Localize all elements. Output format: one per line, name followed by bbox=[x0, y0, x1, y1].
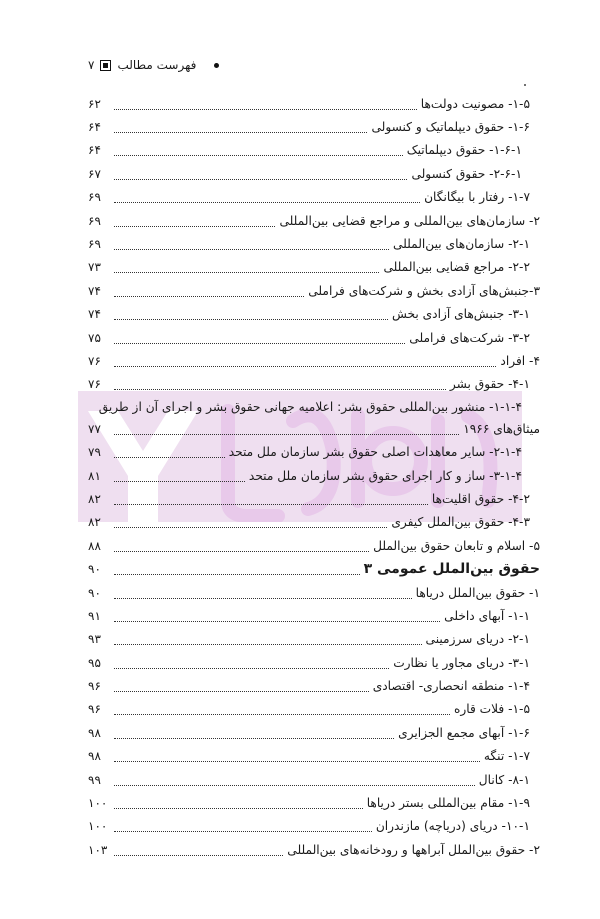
toc-entry[interactable] bbox=[88, 349, 540, 372]
toc-entry[interactable] bbox=[88, 674, 540, 697]
dot-leader bbox=[114, 503, 428, 505]
dot-leader bbox=[114, 201, 420, 203]
toc-title: حقوق بین‌الملل عمومی ۳ bbox=[363, 561, 540, 578]
toc-title: ۲-۱- سازمان‌های بین‌المللی bbox=[392, 237, 530, 252]
square-marker-icon bbox=[100, 60, 111, 71]
toc-entry[interactable] bbox=[88, 745, 540, 768]
toc-title: ۴-۲- حقوق اقلیت‌ها bbox=[431, 491, 530, 506]
toc-entry[interactable] bbox=[88, 92, 540, 115]
dot-leader bbox=[114, 643, 422, 645]
toc-page: ۸۸ bbox=[88, 538, 101, 553]
toc-entry[interactable] bbox=[88, 303, 540, 326]
toc-entry[interactable] bbox=[88, 326, 540, 349]
toc-title: ۱-۵- فلات قاره bbox=[453, 702, 530, 717]
dot-leader bbox=[114, 713, 450, 715]
toc-title: ۱-۷- تنگه bbox=[483, 749, 530, 764]
toc-title: ۳-۱- جنبش‌های آزادی بخش bbox=[391, 307, 530, 322]
toc-entry[interactable] bbox=[88, 487, 540, 510]
toc-page: ۱۰۰ bbox=[88, 819, 108, 834]
toc-page: ۹۸ bbox=[88, 749, 101, 764]
dot-leader bbox=[114, 737, 394, 739]
toc-title: ۲- حقوق بین‌الملل آبراهها و رودخانه‌های بین‌المللی bbox=[287, 842, 540, 857]
toc-title: ۱-۷- رفتار با بیگانگان bbox=[424, 190, 530, 205]
toc-page: ۷۴ bbox=[88, 283, 101, 298]
dot-leader bbox=[114, 807, 363, 809]
toc-title: ۵- اسلام و تابعان حقوق بین‌الملل bbox=[373, 538, 540, 553]
toc-page: ۹۰ bbox=[88, 585, 101, 600]
page-header bbox=[88, 55, 468, 75]
dot-leader bbox=[114, 318, 388, 320]
toc-title: ۱- حقوق بین‌الملل دریاها bbox=[415, 585, 540, 600]
toc-entry[interactable] bbox=[88, 768, 540, 791]
dot-leader bbox=[114, 760, 480, 762]
dot-leader bbox=[114, 854, 283, 856]
page-number: ۷ bbox=[88, 58, 95, 72]
toc-page: ۹۸ bbox=[88, 725, 101, 740]
toc-entry[interactable] bbox=[88, 373, 540, 396]
dot-leader bbox=[114, 131, 367, 133]
toc-page: ۷۹ bbox=[88, 445, 101, 460]
dot-leader bbox=[114, 342, 405, 344]
toc-title: ۳-۲- شرکت‌های فراملی bbox=[409, 330, 530, 345]
toc-title: ۱-۱-۴- منشور بین‌المللی حقوق بشر: اعلامیه جهانی حقوق بشر و اجرای آن از طریق bbox=[98, 399, 522, 414]
toc-page: ۶۹ bbox=[88, 190, 101, 205]
dot-leader bbox=[114, 433, 459, 435]
toc-entry[interactable] bbox=[88, 628, 540, 651]
toc-page: ۶۹ bbox=[88, 237, 101, 252]
dot-leader bbox=[114, 597, 412, 599]
toc-page: ۸۲ bbox=[88, 491, 101, 506]
dot-leader bbox=[114, 154, 403, 156]
toc-entry[interactable] bbox=[88, 721, 540, 744]
toc-entry[interactable] bbox=[88, 209, 540, 232]
dot-leader bbox=[114, 480, 245, 482]
toc-page: ۷۴ bbox=[88, 307, 101, 322]
dot-leader bbox=[114, 456, 225, 458]
toc-page: ۶۷ bbox=[88, 166, 101, 181]
toc-page: ۹۳ bbox=[88, 632, 101, 647]
bullet-icon bbox=[214, 63, 219, 68]
toc-page: ۶۴ bbox=[88, 143, 101, 158]
toc-page: ۹۶ bbox=[88, 702, 101, 717]
toc-title: ۱۰-۱- دریای (دریاچه) مازندران bbox=[375, 819, 530, 834]
toc-page: ۹۵ bbox=[88, 655, 101, 670]
toc-title: ۱-۹- مقام بین‌المللی بستر دریاها bbox=[366, 796, 530, 811]
toc-title: ۴- افراد bbox=[500, 353, 540, 368]
toc-title: ۱-۶- آبهای مجمع الجزایری bbox=[398, 725, 530, 740]
toc-page: ۶۲ bbox=[88, 96, 101, 111]
dot-leader bbox=[114, 271, 379, 273]
toc-title: ۲-۶-۱- حقوق کنسولی bbox=[411, 166, 522, 181]
toc-entry[interactable] bbox=[88, 838, 540, 861]
toc-page: ۸۲ bbox=[88, 515, 101, 530]
toc-title: ۲-۱- دریای سرزمینی bbox=[425, 632, 530, 647]
toc-entry[interactable] bbox=[88, 440, 540, 463]
toc-entry[interactable] bbox=[88, 232, 540, 255]
stray-mark bbox=[524, 84, 526, 86]
toc-page: ۷۶ bbox=[88, 377, 101, 392]
dot-leader bbox=[114, 573, 360, 575]
toc-title: ۳-۱- دریای مجاور یا نظارت bbox=[393, 655, 530, 670]
dot-leader bbox=[114, 178, 407, 180]
toc-page: ۹۰ bbox=[88, 562, 101, 577]
dot-leader bbox=[114, 830, 372, 832]
toc-entry[interactable] bbox=[88, 815, 540, 838]
toc-page: ۷۶ bbox=[88, 353, 101, 368]
dot-leader bbox=[114, 295, 304, 297]
toc-title: ۱-۶- حقوق دیپلماتیک و کنسولی bbox=[371, 120, 530, 135]
toc-title: ۱-۶-۱- حقوق دیپلماتیک bbox=[406, 143, 522, 158]
toc-page: ۶۹ bbox=[88, 213, 101, 228]
toc-entry[interactable] bbox=[88, 511, 540, 534]
toc-title: ۱-۱- آبهای داخلی bbox=[444, 608, 530, 623]
toc-entry[interactable] bbox=[88, 791, 540, 814]
toc-entry[interactable] bbox=[88, 464, 540, 487]
toc-page: ۱۰۳ bbox=[88, 842, 108, 857]
dot-leader bbox=[114, 388, 446, 390]
toc-page: ۶۴ bbox=[88, 120, 101, 135]
toc-title: ۱-۴- منطقه انحصاری- اقتصادی bbox=[372, 679, 530, 694]
toc-entry[interactable] bbox=[88, 698, 540, 721]
dot-leader bbox=[114, 784, 475, 786]
toc-title: میثاق‌های ۱۹۶۶ bbox=[463, 421, 540, 436]
toc-entry[interactable] bbox=[88, 534, 540, 557]
toc-title: ۴-۱- حقوق بشر bbox=[449, 377, 530, 392]
toc-title: ۳-جنبش‌های آزادی بخش و شرکت‌های فراملی bbox=[308, 283, 540, 298]
toc-page: ۸۱ bbox=[88, 468, 101, 483]
toc-page: ۷۷ bbox=[88, 421, 101, 436]
toc-title: ۸-۱- کانال bbox=[478, 772, 530, 787]
toc-page: ۹۶ bbox=[88, 679, 101, 694]
toc-chapter-heading[interactable] bbox=[88, 557, 540, 580]
toc-entry[interactable] bbox=[88, 279, 540, 302]
dot-leader bbox=[114, 108, 417, 110]
toc-title: ۱-۵- مصونیت دولت‌ها bbox=[420, 96, 530, 111]
toc-entry[interactable] bbox=[88, 186, 540, 209]
toc-page: ۷۳ bbox=[88, 260, 101, 275]
toc-entry[interactable] bbox=[88, 115, 540, 138]
toc-entry[interactable] bbox=[88, 139, 540, 162]
toc-entry[interactable] bbox=[88, 581, 540, 604]
toc-page: ۱۰۰ bbox=[88, 796, 108, 811]
toc-title: ۲-۲- مراجع قضایی بین‌المللی bbox=[383, 260, 530, 275]
section-title: فهرست مطالب bbox=[117, 58, 197, 72]
dot-leader bbox=[114, 248, 389, 250]
toc-page: ۹۹ bbox=[88, 772, 101, 787]
dot-leader bbox=[114, 620, 440, 622]
toc-title: ۴-۳- حقوق بین‌الملل کیفری bbox=[391, 515, 530, 530]
toc-entry[interactable] bbox=[88, 604, 540, 627]
toc-entry[interactable] bbox=[88, 651, 540, 674]
toc-page: ۷۵ bbox=[88, 330, 101, 345]
toc-page: ۹۱ bbox=[88, 608, 101, 623]
table-of-contents bbox=[88, 92, 540, 862]
dot-leader bbox=[114, 690, 369, 692]
toc-entry[interactable] bbox=[88, 162, 540, 185]
dot-leader bbox=[114, 667, 389, 669]
dot-leader bbox=[114, 225, 275, 227]
toc-title: ۲- سازمان‌های بین‌المللی و مراجع قضایی بین‌المللی bbox=[279, 213, 540, 228]
toc-title: ۲-۱-۴- سایر معاهدات اصلی حقوق بشر سازمان ملل متحد bbox=[228, 445, 522, 460]
toc-entry[interactable] bbox=[88, 256, 540, 279]
toc-entry[interactable] bbox=[88, 396, 540, 417]
toc-title: ۳-۱-۴- ساز و کار اجرای حقوق بشر سازمان ملل متحد bbox=[248, 468, 522, 483]
dot-leader bbox=[114, 365, 496, 367]
toc-entry-continuation[interactable] bbox=[88, 417, 540, 440]
dot-leader bbox=[114, 526, 387, 528]
dot-leader bbox=[114, 550, 369, 552]
